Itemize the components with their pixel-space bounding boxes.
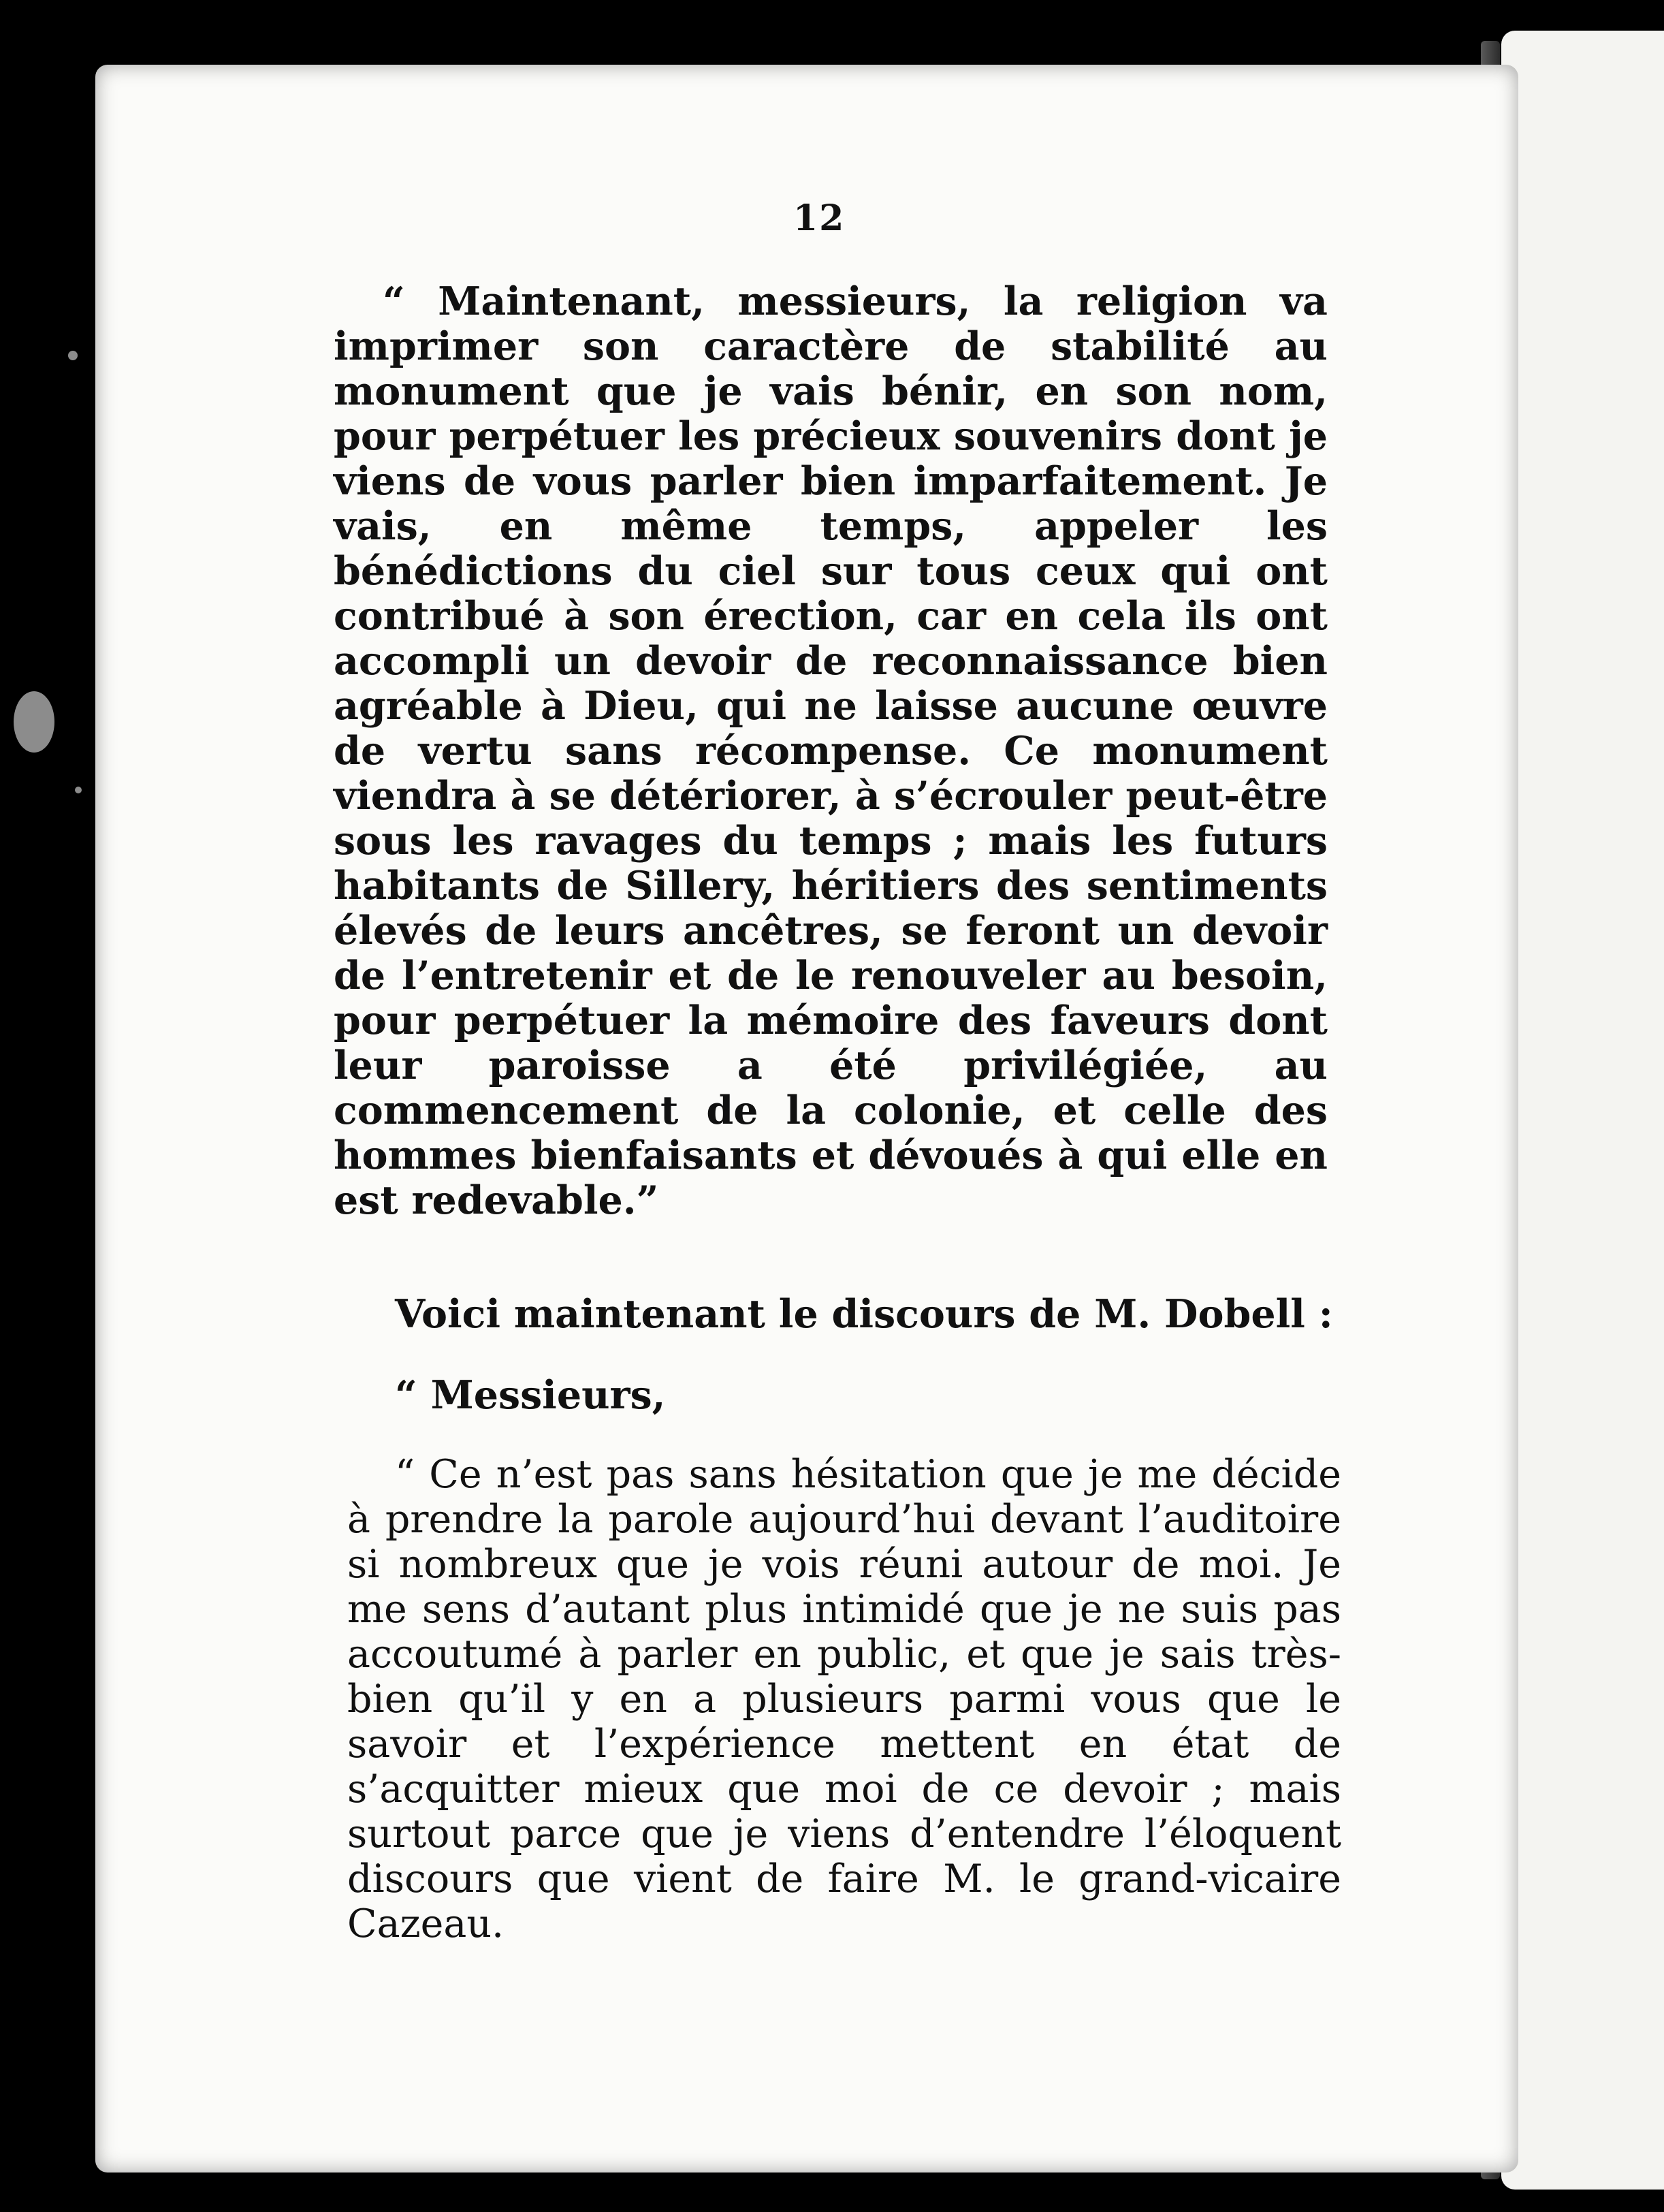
scan-speck xyxy=(14,691,54,753)
adjacent-page-edge xyxy=(1501,31,1664,2190)
scan-speck xyxy=(68,351,78,360)
paragraph-dobell-speech: “ Ce n’est pas sans hésitation que je me décide à prendre la parole aujourd’hui devant l’auditoire si nombreux que je vois réuni autour de moi. Je me sens d’autant plus intimidé que je ne suis pas accoutumé à parler en public, et que je sais très-bien qu’il y en a plusieurs parmi vous que le savoir et l’expérience mettent en état de s’acquitter mieux que moi de ce devoir ; mais surtout parce que je viens d’entendre l’éloquent discours que vient de faire M. le grand-vicaire Cazeau. xyxy=(347,1452,1341,1946)
scan-speck xyxy=(75,787,82,793)
paragraph-salutation: “ Messieurs, xyxy=(395,1372,666,1418)
paragraph-blessing-speech: “ Maintenant, messieurs, la religion va imprimer son caractère de stabilité au monument que je vais bénir, en son nom, pour perpétuer les précieux souvenirs dont je viens de vous parler bien imparfaitement. Je vais, en même temps, appeler les bénédictions du ciel sur tous ceux qui ont contribué à son érection, car en cela ils ont accompli un devoir de reconnaissance bien agréable à Dieu, qui ne laisse aucune œuvre de vertu sans récompense. Ce monument viendra à se détériorer, à s’écrouler peut-être sous les ravages du temps ; mais les futurs habitants de Sillery, héritiers des sentiments élevés de leurs ancêtres, se feront un devoir de l’entretenir et de le renouveler au besoin, pour perpétuer la mémoire des faveurs dont leur paroisse a été privilégiée, au commencement de la colonie, et celle des hommes bienfaisants et dévoués à qui elle en est redevable.” xyxy=(334,279,1328,1223)
paragraph-dobell-intro: Voici maintenant le discours de M. Dobell : xyxy=(395,1291,1333,1337)
page-number: 12 xyxy=(793,198,846,239)
